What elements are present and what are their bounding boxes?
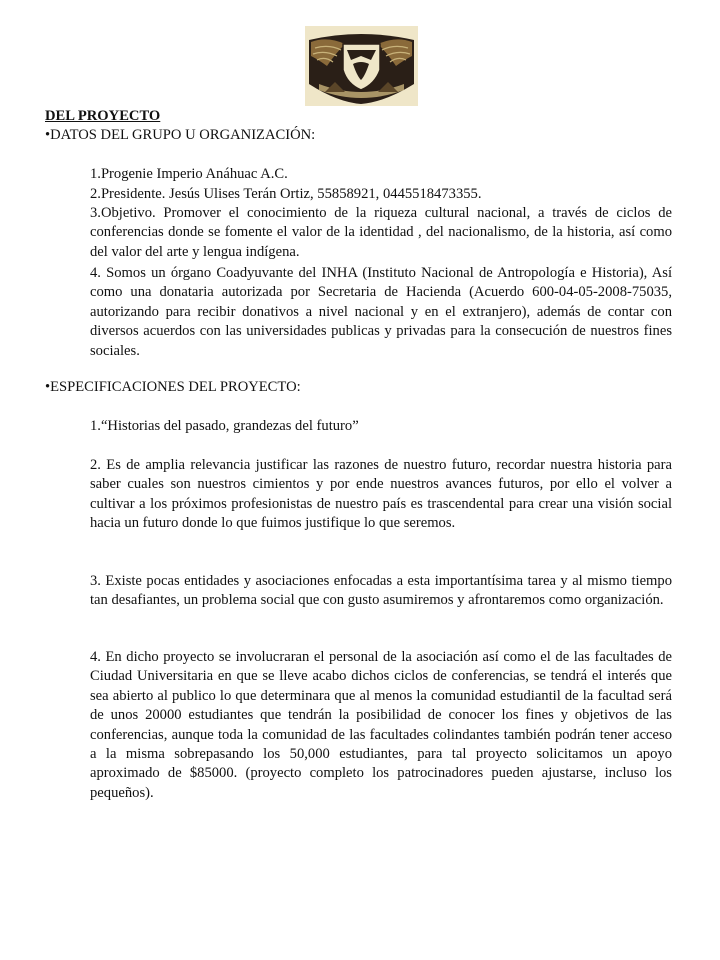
group-item-text: 2.Presidente. Jesús Ulises Terán Ortiz, 55858921, 0445518473355. — [90, 186, 482, 202]
project-item-3 — [90, 572, 672, 611]
group-item-text: 3.Objetivo. Promover el conocimiento de la riqueza cultural nacional, a través de ciclos de conferencias donde se fomente el valor de la identidad , del nacionalismo, de la historia, así como del valor del arte y lengua indígena. — [90, 205, 672, 260]
section-title: DEL PROYECTO — [45, 108, 161, 124]
group-item-1 — [90, 165, 672, 184]
project-item-text: 1.“Historias del pasado, grandezas del futuro” — [90, 418, 359, 434]
group-heading: •DATOS DEL GRUPO U ORGANIZACIÓN: — [45, 127, 316, 143]
project-item-text: 3. Existe pocas entidades y asociaciones enfocadas a esta importantísima tarea y al mismo tiempo tan desafiantes, un problema social que con gusto asumiremos y afrontaremos como organización. — [90, 573, 672, 609]
project-heading: •ESPECIFICACIONES DEL PROYECTO: — [45, 379, 301, 395]
project-item-text: 4. En dicho proyecto se involucraran el personal de la asociación así como el de las facultades de Ciudad Universitaria en que se lleve acabo dichos ciclos de conferencias, se tendrá el interés que sea abierto al publico lo que determinara que al menos la comunidad estudiantil de la facultad será de unos 20000 estudiantes que tendrán la posibilidad de conocer los fines y objetivos de las conferencias, aunque toda la comunidad de las facultades colindantes también podrán tener acceso a la misma sobrepasando los 50,000 estudiantes, para tal proyecto solicitamos un apoyo aproximado de $85000. (proyecto completo los patrocinadores pueden ajustarse, incluso los pequeños). — [90, 649, 672, 801]
project-item-4 — [90, 648, 672, 803]
unam-logo-icon — [305, 26, 418, 106]
group-item-2 — [90, 185, 672, 204]
group-item-text: 4. Somos un órgano Coadyuvante del INHA (Instituto Nacional de Antropología e Historia), Así como una donataria autorizada por Secretaria de Hacienda (Acuerdo 600-04-05-2008-75035, autorizando para recibir donativos a nivel nacional y en el extranjero), además de contar con diversos acuerdos con las universidades publicas y privadas para la consecución de nuestros fines sociales. — [90, 265, 672, 359]
group-item-text: 1.Progenie Imperio Anáhuac A.C. — [90, 166, 288, 182]
group-item-3 — [90, 204, 672, 262]
project-item-2 — [90, 456, 672, 534]
group-item-4 — [90, 264, 672, 361]
project-item-1 — [90, 417, 672, 436]
project-item-text: 2. Es de amplia relevancia justificar las razones de nuestro futuro, recordar nuestra historia para saber cuales son nuestros cimientos y por ende nuestros avances futuros, por ello el volver a cultivar a los próximos profesionistas de nuestro país es trascendental para crear una visión social hacia un futuro donde lo que fuimos justifique lo que seremos. — [90, 457, 672, 532]
